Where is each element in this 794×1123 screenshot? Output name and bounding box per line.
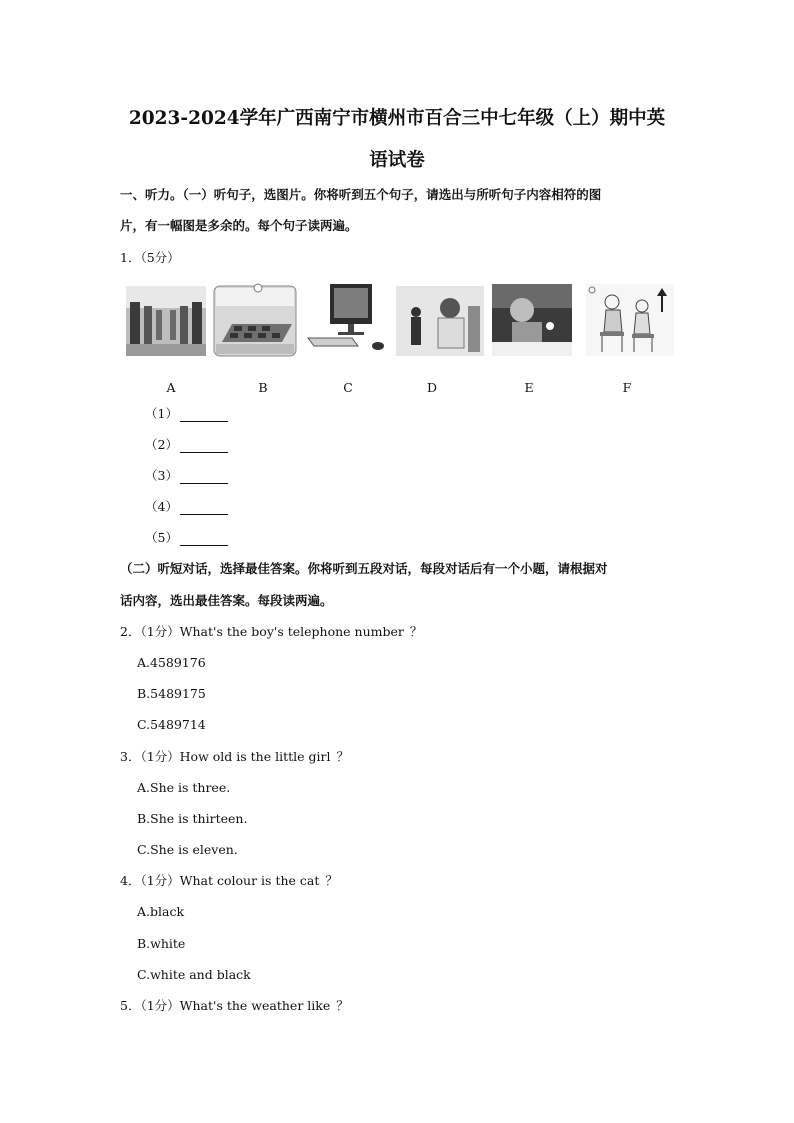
- section2-instruction-line2: 话内容，选出最佳答案。每段读两遍。: [120, 593, 333, 608]
- question-mark: ？: [325, 873, 338, 888]
- q1-blank-5: [145, 530, 228, 546]
- q1-blank-4: [145, 499, 228, 515]
- question-text: 4．（1分）What colour is the cat: [120, 873, 320, 888]
- q1-blank-3: [145, 468, 228, 484]
- picture-label-c: C: [343, 380, 353, 395]
- q1-pictures: [124, 282, 684, 362]
- answer-blank[interactable]: [180, 440, 228, 453]
- answer-blank[interactable]: [180, 409, 228, 422]
- q1-stem: 1．（5分）: [120, 250, 180, 265]
- q2-option-a[interactable]: A.4589176: [137, 655, 206, 670]
- question-text: 5．（1分）What's the weather like: [120, 998, 331, 1013]
- blank-number: （5）: [145, 530, 178, 545]
- q1-blank-1: [145, 406, 228, 422]
- exam-title-line1: 2023-2024学年广西南宁市横州市百合三中七年级（上）期中英: [128, 108, 666, 129]
- q4-stem: [120, 873, 338, 889]
- blank-number: （3）: [145, 468, 178, 483]
- q2-option-b[interactable]: B.5489175: [137, 686, 206, 701]
- section2-instruction-line1: （二）听短对话，选择最佳答案。你将听到五段对话，每段对话后有一个小题，请根据对: [120, 561, 608, 576]
- picture-f-sitting: [586, 282, 674, 360]
- question-text: 2．（1分）What's the boy's telephone number: [120, 624, 404, 639]
- q5-stem: [120, 998, 349, 1014]
- blank-number: （2）: [145, 437, 178, 452]
- q3-option-c[interactable]: C.She is eleven.: [137, 842, 238, 857]
- q4-option-c[interactable]: C.white and black: [137, 967, 251, 982]
- section1-instruction-line2: 片，有一幅图是多余的。每个句子读两遍。: [120, 218, 358, 233]
- q4-option-b[interactable]: B.white: [137, 936, 186, 951]
- picture-e-pingpong: [492, 282, 572, 360]
- blank-number: （1）: [145, 406, 178, 421]
- question-mark: ？: [336, 749, 349, 764]
- q3-option-a[interactable]: A.She is three.: [137, 780, 231, 795]
- picture-b-classroom: [212, 282, 298, 360]
- answer-blank[interactable]: [180, 471, 228, 484]
- question-mark: ？: [409, 624, 423, 639]
- q3-option-b[interactable]: B.She is thirteen.: [137, 811, 248, 826]
- picture-label-b: B: [258, 380, 268, 395]
- exam-title-line2: 语试卷: [369, 150, 425, 171]
- q3-stem: [120, 749, 349, 765]
- answer-blank[interactable]: [180, 533, 228, 546]
- picture-label-a: A: [166, 380, 176, 395]
- answer-blank[interactable]: [180, 502, 228, 515]
- picture-a-library: [126, 282, 206, 360]
- picture-label-f: F: [622, 380, 632, 395]
- picture-c-computer: [306, 282, 392, 360]
- section1-instruction-line1: 一、听力。（一）听句子，选图片。你将听到五个句子，请选出与所听句子内容相符的图: [120, 187, 602, 202]
- q2-stem: [120, 624, 422, 640]
- question-text: 3．（1分）How old is the little girl: [120, 749, 331, 764]
- picture-label-d: D: [426, 380, 438, 395]
- picture-d-people: [396, 282, 484, 360]
- q2-option-c[interactable]: C.5489714: [137, 717, 206, 732]
- q1-blank-2: [145, 437, 228, 453]
- picture-label-e: E: [524, 380, 534, 395]
- q4-option-a[interactable]: A.black: [137, 904, 185, 919]
- question-mark: ？: [336, 998, 349, 1013]
- blank-number: （4）: [145, 499, 178, 514]
